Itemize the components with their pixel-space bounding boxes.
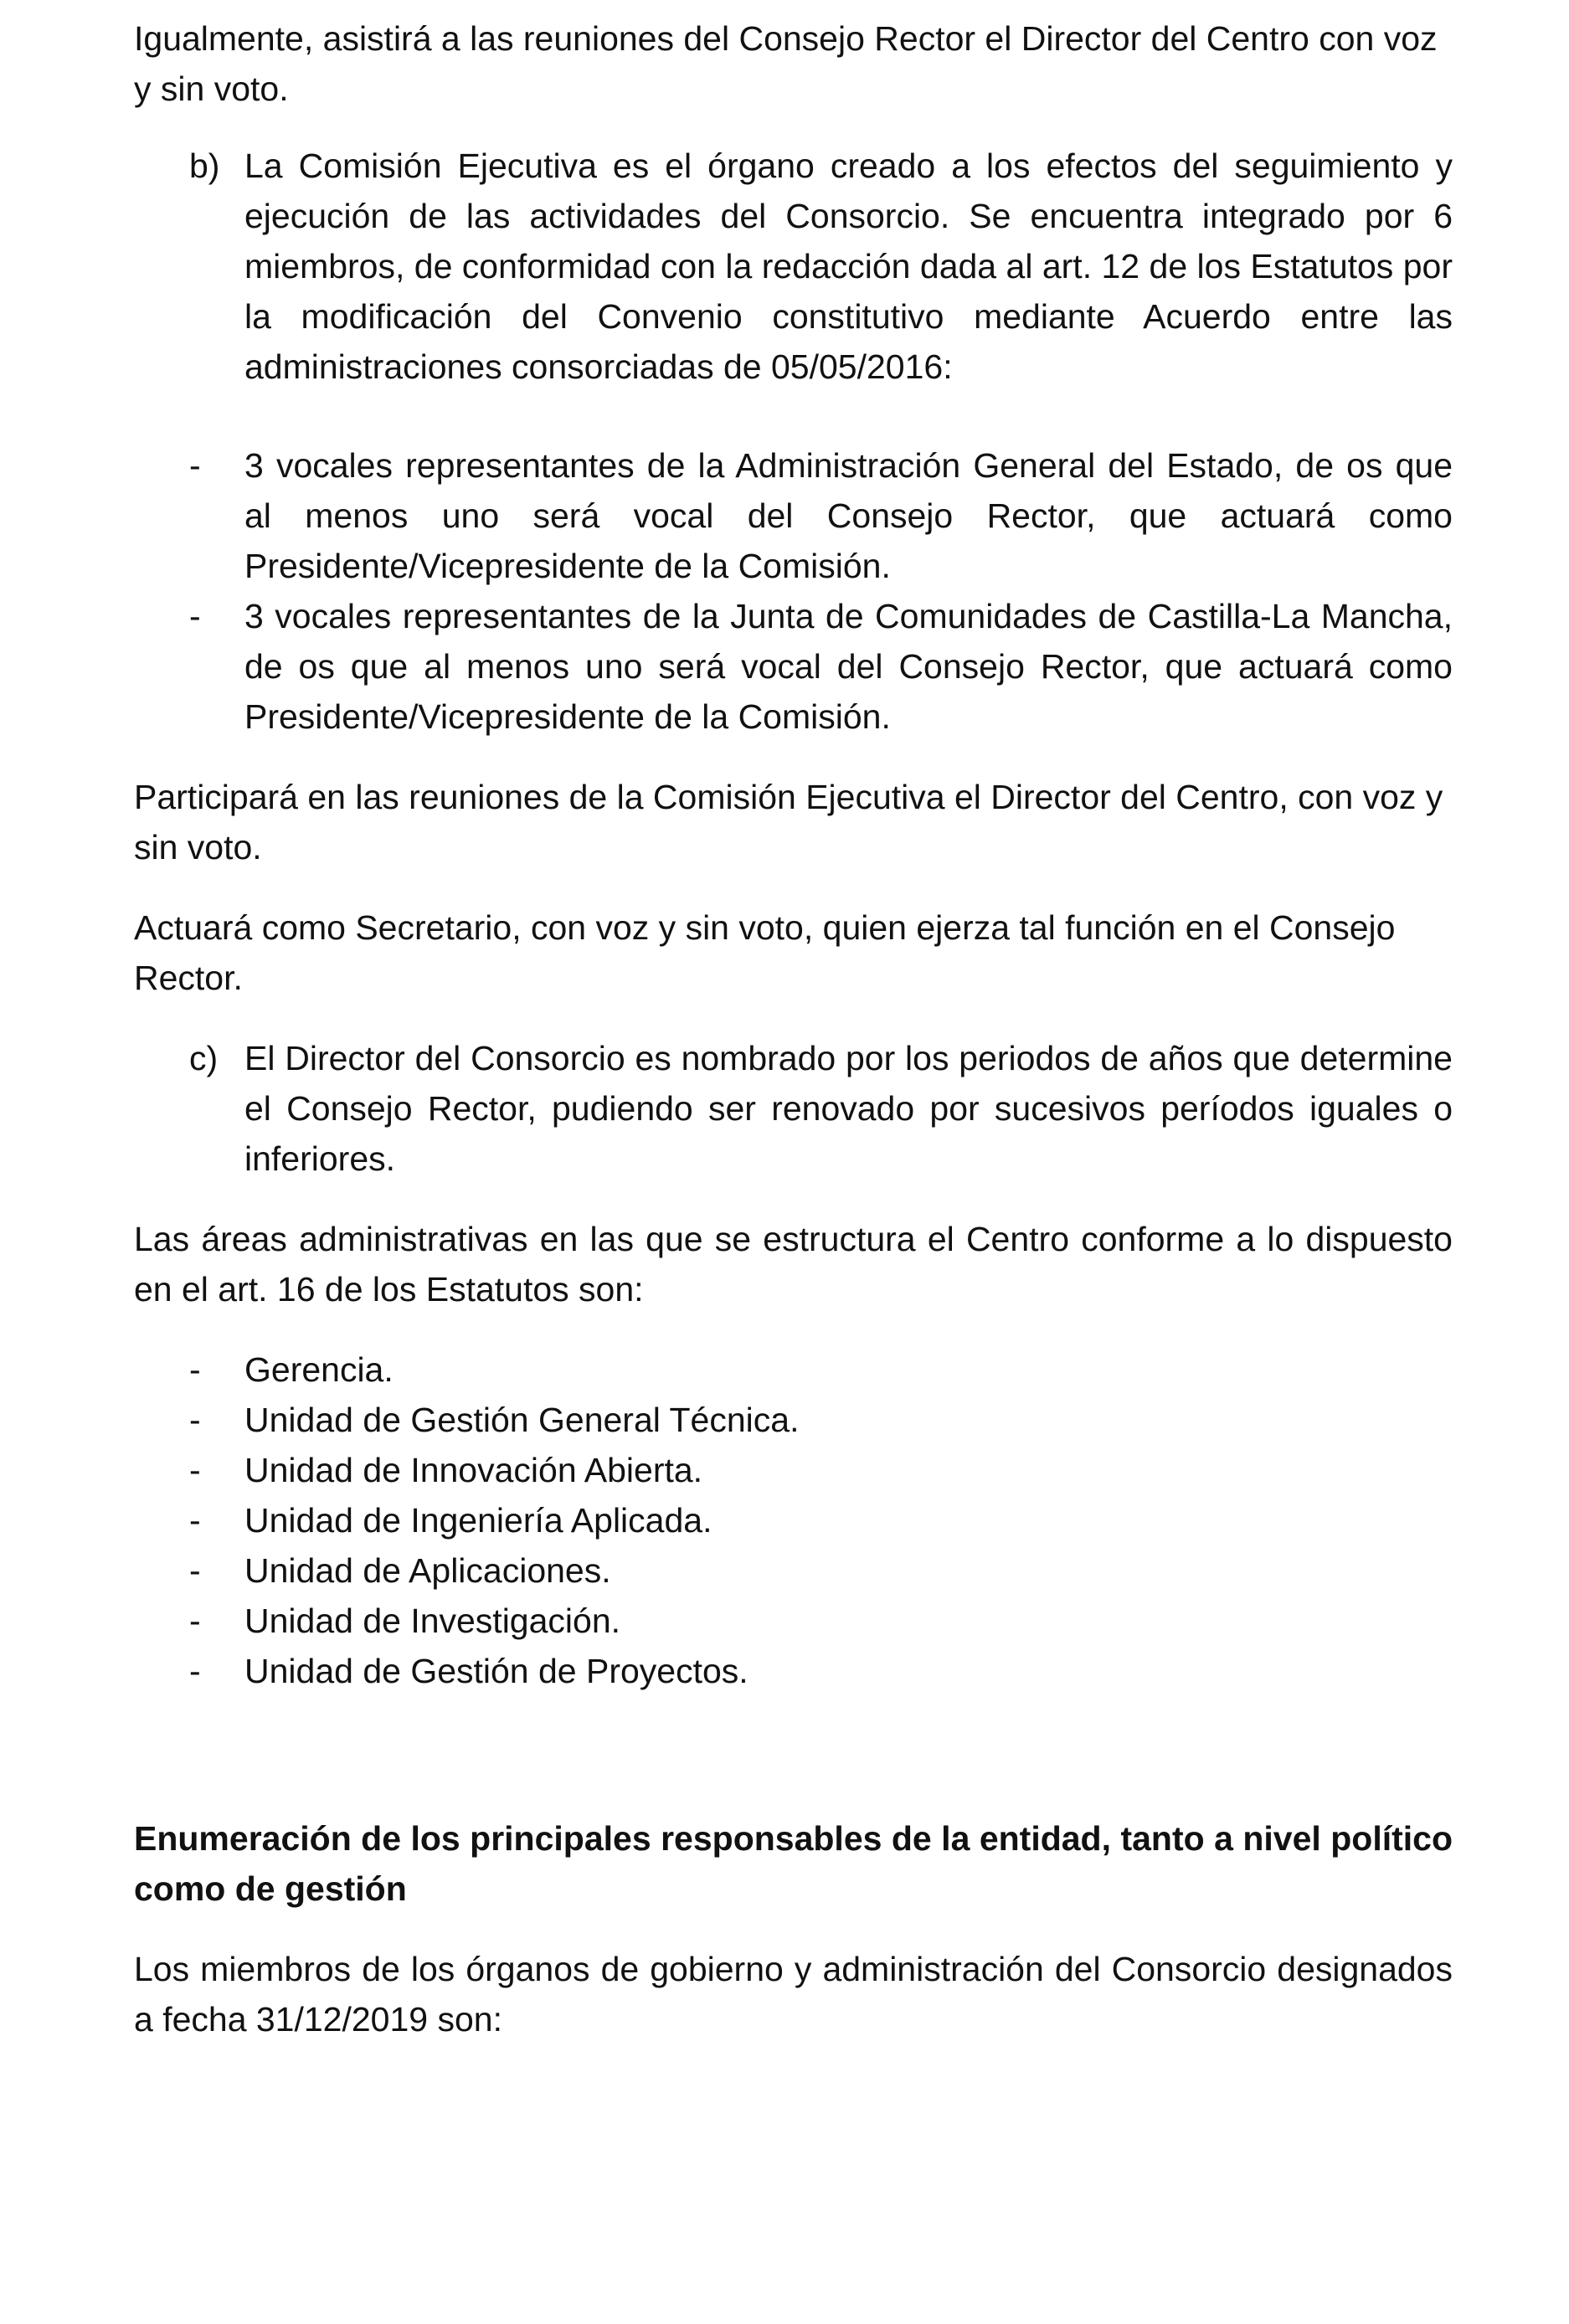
list-item-text: Unidad de Aplicaciones.: [244, 1551, 611, 1590]
document-page: [134, 13, 1453, 2075]
list-item: [189, 1345, 1453, 1395]
item-b-marker: b): [189, 147, 220, 185]
item-b: [189, 141, 1453, 392]
section-heading: Enumeración de los principales responsables de la entidad, tanto a nivel político como de gestión: [134, 1819, 1453, 1908]
list-item-text: Gerencia.: [244, 1350, 394, 1389]
dash-marker: -: [189, 1350, 201, 1389]
list-item-text: 3 vocales representantes de la Administración General del Estado, de os que al menos uno será vocal del Consejo Rector, que actuará como Presidente/Vicepresidente de la Comisión.: [244, 446, 1453, 585]
list-item: [189, 1596, 1453, 1646]
dash-marker: -: [189, 446, 201, 485]
areas-intro-paragraph: Las áreas administrativas en las que se estructura el Centro conforme a lo dispuesto en el art. 16 de los Estatutos son:: [134, 1220, 1453, 1309]
list-item: [189, 591, 1453, 742]
dash-marker: -: [189, 1451, 201, 1489]
list-item-text: Unidad de Investigación.: [244, 1602, 621, 1640]
list-item-text: Unidad de Ingeniería Aplicada.: [244, 1501, 712, 1540]
dash-marker: -: [189, 1501, 201, 1540]
secretary-paragraph: Actuará como Secretario, con voz y sin voto, quien ejerza tal función en el Consejo Rector.: [134, 908, 1396, 997]
list-item-text: Unidad de Innovación Abierta.: [244, 1451, 703, 1489]
list-item: [189, 1445, 1453, 1495]
list-item-text: 3 vocales representantes de la Junta de Comunidades de Castilla-La Mancha, de os que al menos uno será vocal del Consejo Rector, que actuará como Presidente/Vicepresidente de la Comisión.: [244, 597, 1453, 736]
areas-list: [134, 1345, 1453, 1696]
item-b-text: La Comisión Ejecutiva es el órgano creado a los efectos del seguimiento y ejecución de las actividades del Consorcio. Se encuentra integrado por 6 miembros, de conformidad con la redacción dada al art. 12 de los Estatutos por la modificación del Convenio constitutivo mediante Acuerdo entre las administraciones consorciadas de 05/05/2016:: [244, 147, 1453, 386]
list-item: [189, 1545, 1453, 1596]
list-item: [189, 440, 1453, 591]
list-item: [189, 1395, 1453, 1445]
dash-marker: -: [189, 1401, 201, 1439]
list-item-text: Unidad de Gestión General Técnica.: [244, 1401, 800, 1439]
list-item: [189, 1646, 1453, 1696]
item-c: [189, 1033, 1453, 1184]
vocales-list: [134, 440, 1453, 742]
list-item: [189, 1495, 1453, 1545]
participation-paragraph: Participará en las reuniones de la Comisión Ejecutiva el Director del Centro, con voz y sin voto.: [134, 778, 1443, 866]
list-item-text: Unidad de Gestión de Proyectos.: [244, 1652, 748, 1690]
dash-marker: -: [189, 1602, 201, 1640]
dash-marker: -: [189, 597, 201, 635]
item-c-marker: c): [189, 1039, 219, 1077]
members-intro-paragraph: Los miembros de los órganos de gobierno y administración del Consorcio designados a fecha 31/12/2019 son:: [134, 1950, 1453, 2039]
item-c-text: El Director del Consorcio es nombrado por los periodos de años que determine el Consejo Rector, pudiendo ser renovado por sucesivos períodos iguales o inferiores.: [244, 1039, 1453, 1178]
director-note-paragraph: Igualmente, asistirá a las reuniones del Consejo Rector el Director del Centro con voz y sin voto.: [134, 19, 1438, 108]
dash-marker: -: [189, 1652, 201, 1690]
dash-marker: -: [189, 1551, 201, 1590]
